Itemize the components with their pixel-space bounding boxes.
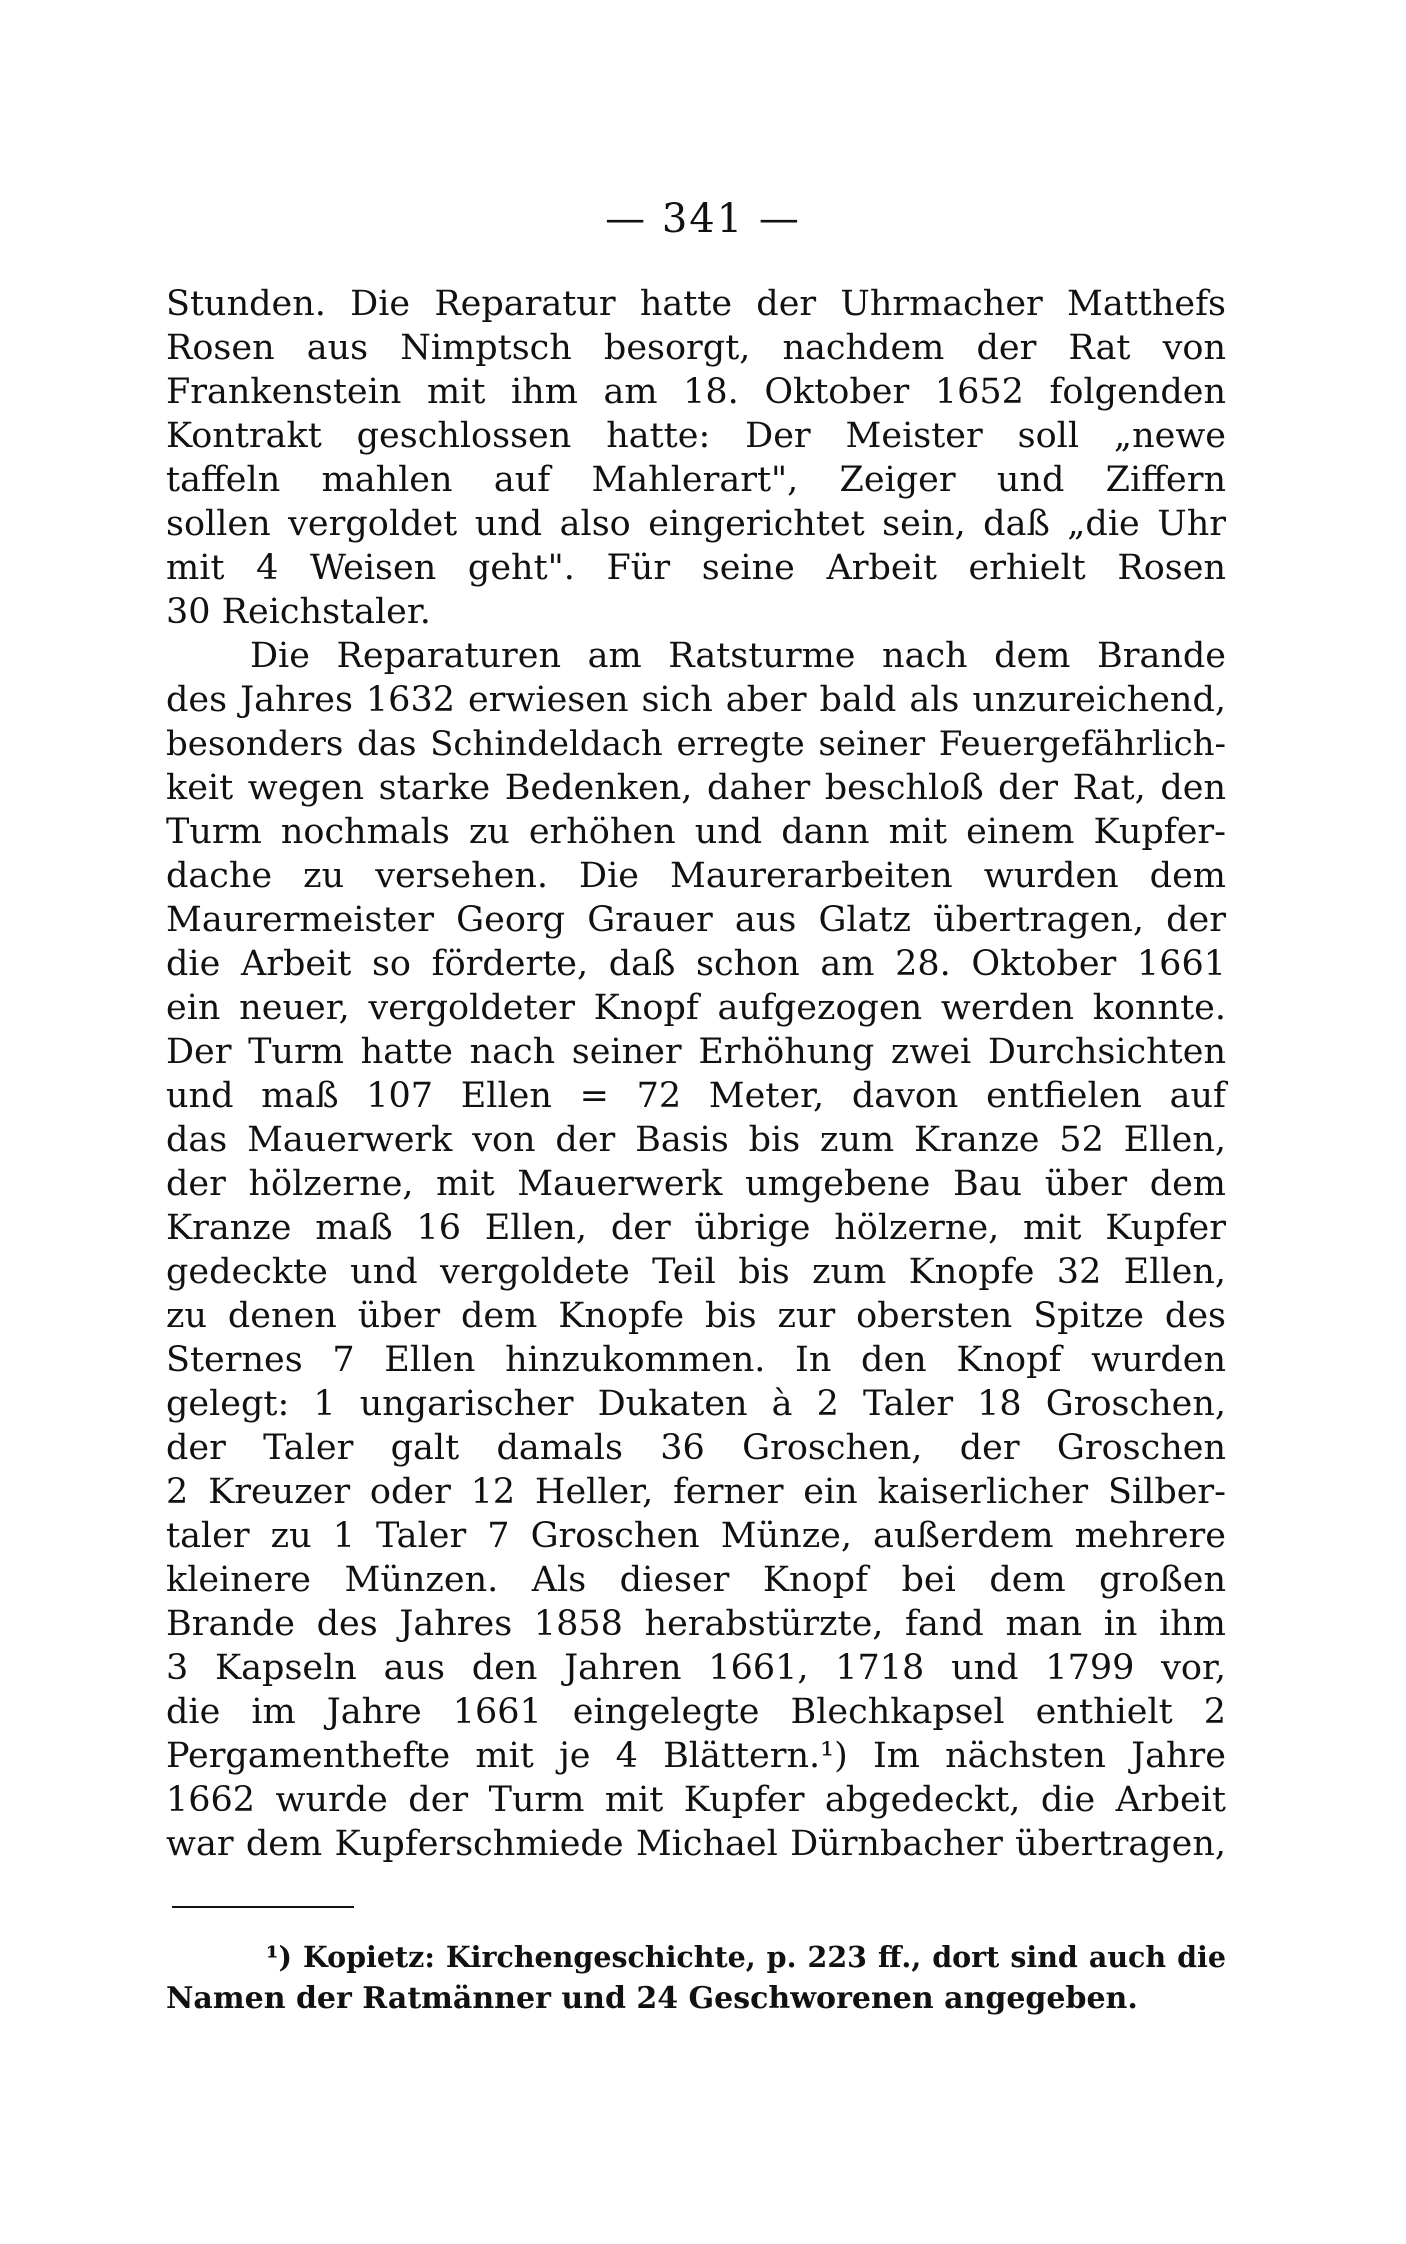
text-line: gelegt: 1 ungarischer Dukaten à 2 Taler 18 Groschen,: [166, 1384, 1226, 1424]
text-line: kleinere Münzen. Als dieser Knopf bei dem großen: [166, 1560, 1226, 1600]
text-line: der hölzerne, mit Mauerwerk umgebene Bau über dem: [166, 1164, 1226, 1204]
text-line: gedeckte und vergoldete Teil bis zum Knopfe 32 Ellen,: [166, 1252, 1226, 1292]
page-number: — 341 —: [605, 196, 801, 242]
text-line: war dem Kupferschmiede Michael Dürnbacher übertragen,: [166, 1824, 1226, 1864]
text-line: dache zu versehen. Die Maurerarbeiten wurden dem: [166, 856, 1226, 896]
text-line: Rosen aus Nimptsch besorgt, nachdem der Rat von: [166, 328, 1226, 368]
text-line: besonders das Schindeldach erregte seiner Feuergefährlich-: [166, 724, 1226, 764]
text-line: taffeln mahlen auf Mahlerart", Zeiger und Ziffern: [166, 460, 1226, 500]
text-line: Sternes 7 Ellen hinzukommen. In den Knopf wurden: [166, 1340, 1226, 1380]
text-line: die Arbeit so förderte, daß schon am 28. Oktober 1661: [166, 944, 1226, 984]
text-line: Stunden. Die Reparatur hatte der Uhrmacher Matthefs: [166, 284, 1226, 324]
body-text: [166, 282, 1226, 1866]
text-line: 30 Reichstaler.: [166, 592, 431, 632]
footnote-line: Namen der Ratmänner und 24 Geschworenen angegeben.: [166, 1981, 1138, 2016]
text-line: Maurermeister Georg Grauer aus Glatz übertragen, der: [166, 900, 1226, 940]
text-line: mit 4 Weisen geht". Für seine Arbeit erhielt Rosen: [166, 548, 1226, 588]
text-line: der Taler galt damals 36 Groschen, der Groschen: [166, 1428, 1226, 1468]
text-line: und maß 107 Ellen = 72 Meter, davon entfielen auf: [166, 1076, 1226, 1116]
paragraph-start-line: Die Reparaturen am Ratsturme nach dem Brande: [250, 636, 1226, 676]
text-line: sollen vergoldet und also eingerichtet sein, daß „die Uhr: [166, 504, 1226, 544]
footnote-line: ¹) Kopietz: Kirchengeschichte, p. 223 ff., dort sind auch die: [266, 1940, 1226, 1974]
text-line: keit wegen starke Bedenken, daher beschloß der Rat, den: [166, 768, 1226, 808]
text-line: Turm nochmals zu erhöhen und dann mit einem Kupfer-: [166, 812, 1226, 852]
text-line: 2 Kreuzer oder 12 Heller, ferner ein kaiserlicher Silber-: [166, 1472, 1226, 1512]
text-line: das Mauerwerk von der Basis bis zum Kranze 52 Ellen,: [166, 1120, 1226, 1160]
text-line: zu denen über dem Knopfe bis zur obersten Spitze des: [166, 1296, 1226, 1336]
text-line: Frankenstein mit ihm am 18. Oktober 1652 folgenden: [166, 372, 1226, 412]
footnotes: [166, 1936, 1226, 2020]
text-line: Der Turm hatte nach seiner Erhöhung zwei Durchsichten: [166, 1032, 1226, 1072]
text-line: taler zu 1 Taler 7 Groschen Münze, außerdem mehrere: [166, 1516, 1226, 1556]
text-line: Kranze maß 16 Ellen, der übrige hölzerne, mit Kupfer: [166, 1208, 1226, 1248]
text-line: 3 Kapseln aus den Jahren 1661, 1718 und 1799 vor,: [166, 1648, 1226, 1688]
text-line: Kontrakt geschlossen hatte: Der Meister soll „newe: [166, 416, 1226, 456]
text-line: Pergamenthefte mit je 4 Blättern.¹) Im nächsten Jahre: [166, 1736, 1226, 1776]
text-line: des Jahres 1632 erwiesen sich aber bald als unzureichend,: [166, 680, 1226, 720]
text-line: die im Jahre 1661 eingelegte Blechkapsel enthielt 2: [166, 1692, 1226, 1732]
footnote-divider: [172, 1906, 354, 1908]
text-line: ein neuer, vergoldeter Knopf aufgezogen werden konnte.: [166, 988, 1226, 1028]
text-line: 1662 wurde der Turm mit Kupfer abgedeckt, die Arbeit: [166, 1780, 1226, 1820]
text-line: Brande des Jahres 1858 herabstürzte, fand man in ihm: [166, 1604, 1226, 1644]
